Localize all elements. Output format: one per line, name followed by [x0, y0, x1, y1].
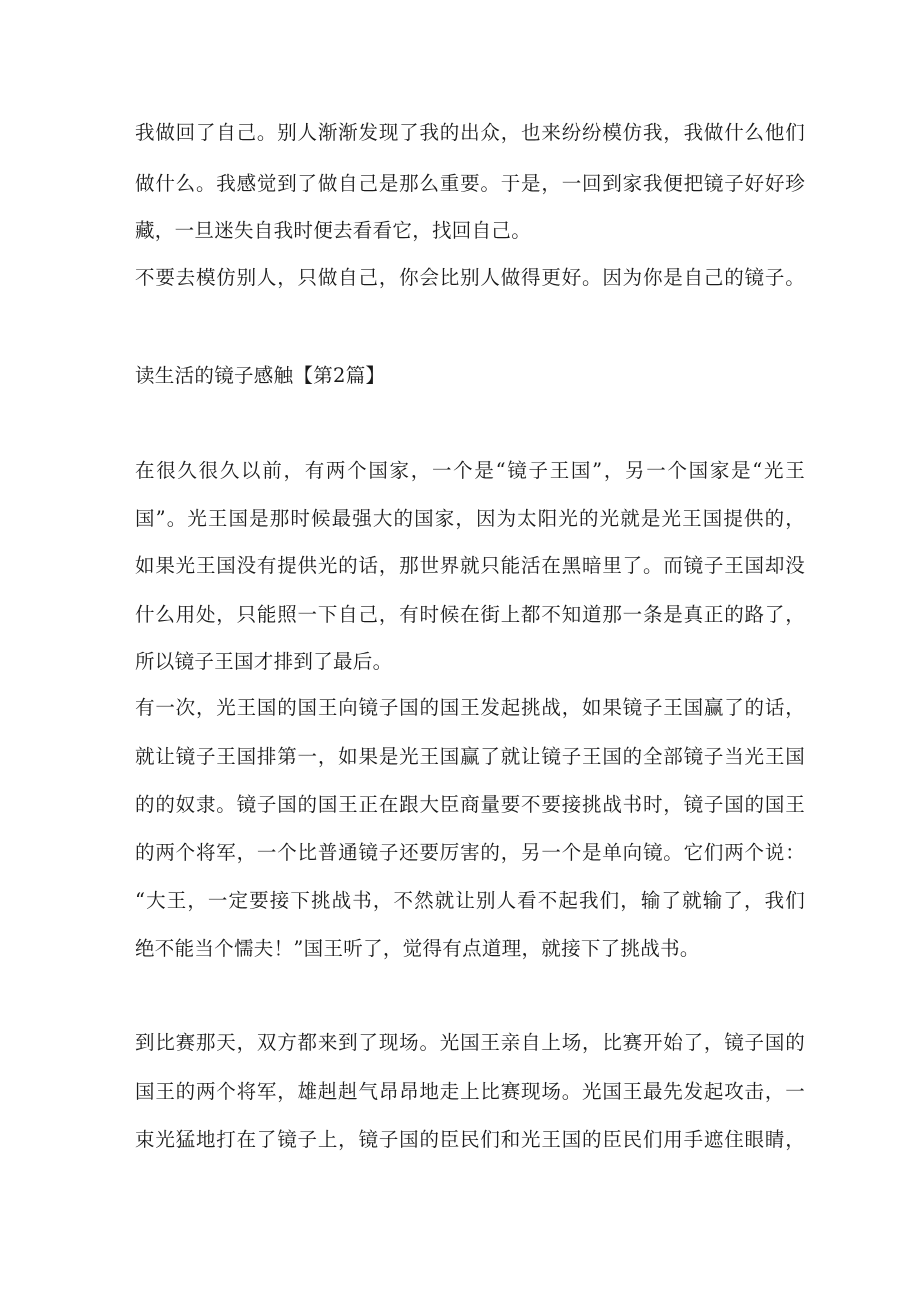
paragraph-1-line-2: 做什么。我感觉到了做自己是那么重要。于是，一回到家我便把镜子好好珍 — [135, 172, 805, 195]
paragraph-1-line-1: 我做回了自己。别人渐渐发现了我的出众，也来纷纷模仿我，我做什么他们 — [135, 121, 805, 144]
paragraph-4-line-5: “大王，一定要接下挑战书，不然就让别人看不起我们，输了就输了，我们 — [135, 889, 805, 912]
paragraph-2-line-1: 不要去模仿别人，只做自己，你会比别人做得更好。因为你是自己的镜子。 — [135, 266, 805, 289]
paragraph-3-line-2: 国”。光王国是那时候最强大的国家，因为太阳光的光就是光王国提供的， — [135, 507, 805, 530]
paragraph-3-line-1: 在很久很久以前，有两个国家，一个是“镜子王国”，另一个国家是“光王 — [135, 459, 805, 482]
paragraph-4-line-1: 有一次，光王国的国王向镜子国的国王发起挑战，如果镜子王国赢了的话， — [135, 696, 805, 719]
paragraph-4-line-2: 就让镜子王国排第一，如果是光王国赢了就让镜子王国的全部镜子当光王国 — [135, 745, 805, 768]
paragraph-3-line-4: 什么用处，只能照一下自己，有时候在街上都不知道那一条是真正的路了， — [135, 603, 805, 626]
paragraph-5-line-3: 束光猛地打在了镜子上，镜子国的臣民们和光王国的臣民们用手遮住眼睛， — [135, 1128, 805, 1151]
paragraph-4-line-3: 的的奴隶。镜子国的国王正在跟大臣商量要不要接挑战书时，镜子国的国王 — [135, 793, 805, 816]
paragraph-3-line-3: 如果光王国没有提供光的话，那世界就只能活在黑暗里了。而镜子王国却没 — [135, 554, 805, 577]
paragraph-4-line-4: 的两个将军，一个比普通镜子还要厉害的，另一个是单向镜。它们两个说： — [135, 841, 805, 864]
paragraph-1-line-3: 藏，一旦迷失自我时便去看看它，找回自己。 — [135, 219, 532, 242]
paragraph-5-line-2: 国王的两个将军，雄赳赳气昂昂地走上比赛现场。光国王最先发起攻击，一 — [135, 1080, 805, 1103]
paragraph-4-line-6: 绝不能当个懦夫！”国王听了，觉得有点道理，就接下了挑战书。 — [135, 937, 700, 960]
paragraph-5-line-1: 到比赛那天，双方都来到了现场。光国王亲自上场，比赛开始了，镜子国的 — [135, 1031, 805, 1054]
section-heading: 读生活的镜子感触【第2篇】 — [135, 364, 386, 387]
paragraph-3-line-5: 所以镜子王国才排到了最后。 — [135, 650, 393, 673]
